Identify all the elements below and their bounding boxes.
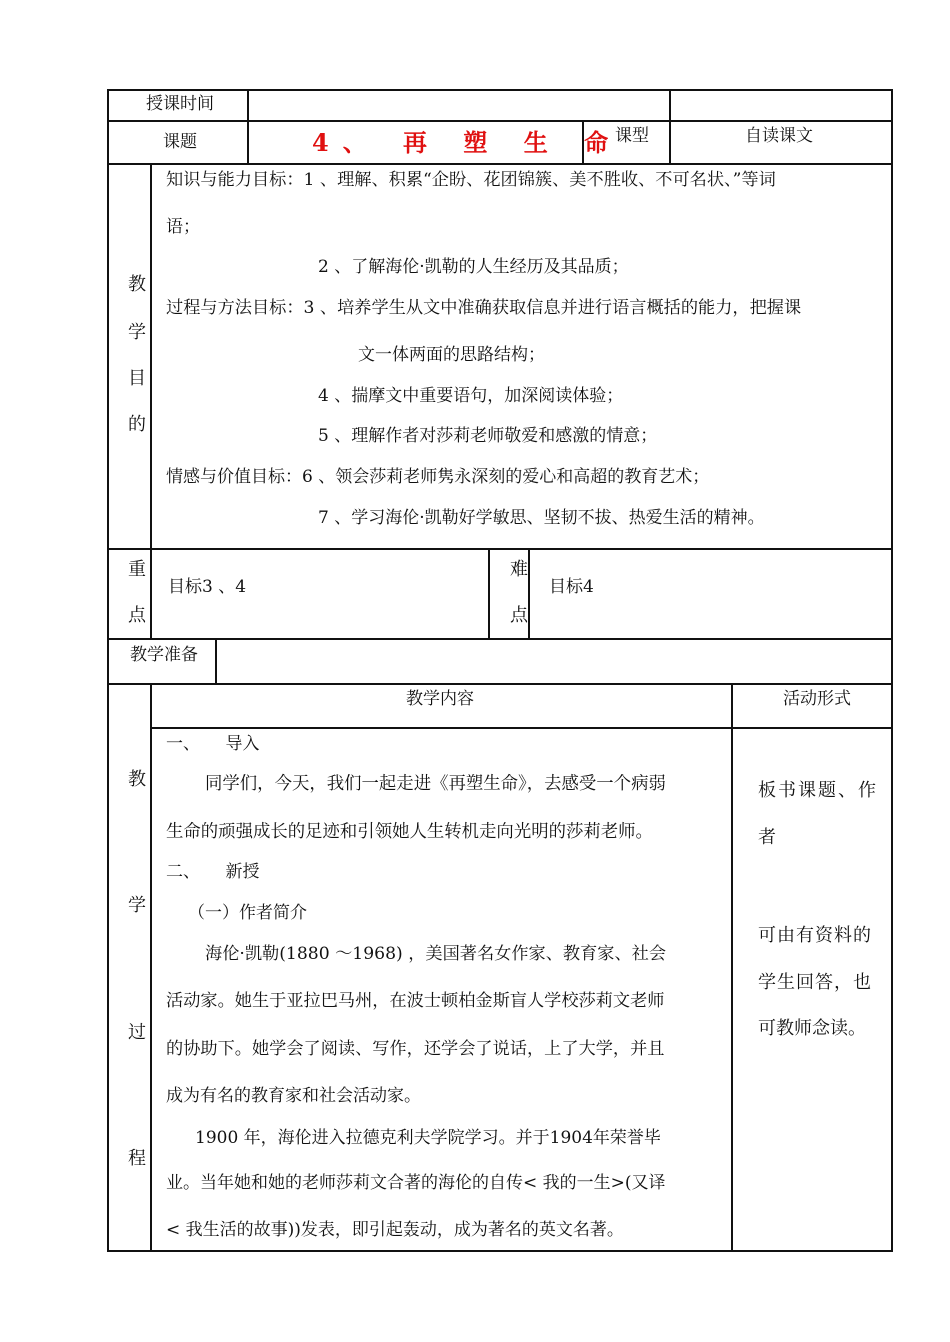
key-point-label-char: 点 bbox=[128, 605, 146, 626]
difficulty-label-char: 难 bbox=[510, 559, 528, 580]
content-line: 的协助下。她学会了阅读、写作，还学会了说话，上了大学，并且 bbox=[166, 1039, 665, 1059]
rule-process-header bbox=[150, 727, 893, 729]
teaching-time-label: 授课时间 bbox=[146, 94, 214, 114]
rule-prep bbox=[215, 638, 217, 685]
rule-top bbox=[107, 89, 893, 91]
objectives-side-char: 的 bbox=[128, 414, 146, 435]
objective-line: 7 、学习海伦·凯勒好学敏思、坚韧不拔、热爱生活的精神。 bbox=[318, 508, 765, 528]
objective-line: 语； bbox=[166, 217, 200, 237]
rule-focus-a bbox=[150, 548, 152, 640]
content-line: 海伦·凯勒(1880 ～1968) ，美国著名女作家、教育家、社会 bbox=[205, 944, 667, 964]
content-line: （一）作者简介 bbox=[188, 903, 307, 923]
activity-column-header: 活动形式 bbox=[783, 689, 851, 709]
rule-process-side bbox=[150, 683, 152, 1252]
activity-line: 学生回答，也 bbox=[758, 972, 872, 993]
lesson-type-label: 课型 bbox=[615, 126, 649, 146]
objective-line: 2 、了解海伦·凯勒的人生经历及其品质； bbox=[318, 257, 629, 277]
activity-line: 可由有资料的 bbox=[758, 925, 872, 946]
objective-line: 情感与价值目标：6 、领会莎莉老师隽永深刻的爱心和高超的教育艺术； bbox=[166, 467, 710, 487]
lesson-type-value: 自读课文 bbox=[745, 126, 813, 146]
rule-header-a bbox=[247, 89, 249, 165]
content-line: 生命的顽强成长的足迹和引领她人生转机走向光明的莎莉老师。 bbox=[166, 822, 653, 842]
rule-focus-b bbox=[488, 548, 490, 640]
activity-line: 可教师念读。 bbox=[758, 1018, 866, 1039]
content-column-header: 教学内容 bbox=[406, 689, 474, 709]
objective-line: 知识与能力目标：1 、理解、积累“企盼、花团锦簇、美不胜收、不可名状、”等词 bbox=[166, 170, 776, 190]
rule-row2 bbox=[107, 163, 893, 165]
rule-right bbox=[891, 89, 893, 1252]
content-line: 成为有名的教育家和社会活动家。 bbox=[166, 1086, 421, 1106]
key-point-label-char: 重 bbox=[128, 559, 146, 580]
rule-row1 bbox=[107, 120, 893, 122]
content-line: 一、 导入 bbox=[166, 734, 260, 754]
topic-label: 课题 bbox=[163, 132, 197, 152]
rule-row4 bbox=[107, 638, 893, 640]
rule-row3 bbox=[107, 548, 893, 550]
rule-obj-side bbox=[150, 163, 152, 550]
rule-header-b bbox=[669, 89, 671, 165]
objectives-side-char: 教 bbox=[128, 274, 146, 295]
process-side-char: 学 bbox=[128, 895, 146, 916]
objective-line: 5 、理解作者对莎莉老师敬爱和感激的情意； bbox=[318, 426, 658, 446]
objective-line: 文一体两面的思路结构； bbox=[358, 345, 545, 365]
content-line: < 我生活的故事))发表，即引起轰动，成为著名的英文名著。 bbox=[166, 1220, 624, 1240]
rule-process-activity bbox=[731, 683, 733, 1252]
process-side-char: 程 bbox=[128, 1148, 146, 1169]
topic-title: 4、 再 塑 生 命 bbox=[312, 128, 623, 157]
rule-left bbox=[107, 89, 109, 1252]
difficulty-value: 目标4 bbox=[549, 577, 594, 597]
content-line: 业。当年她和她的老师莎莉文合著的海伦的自传< 我的一生>(又译 bbox=[166, 1173, 666, 1193]
content-line: 活动家。她生于亚拉巴马州，在波士顿柏金斯盲人学校莎莉文老师 bbox=[166, 991, 665, 1011]
rule-bottom bbox=[107, 1250, 893, 1252]
key-point-value: 目标3 、4 bbox=[168, 577, 247, 597]
rule-focus-c bbox=[528, 548, 530, 640]
rule-row5 bbox=[107, 683, 893, 685]
activity-line: 板书课题、作 bbox=[758, 780, 878, 801]
objective-line: 过程与方法目标：3 、培养学生从文中准确获取信息并进行语言概括的能力，把握课 bbox=[166, 298, 802, 318]
content-line: 1900 年，海伦进入拉德克利夫学院学习。并于1904年荣誉毕 bbox=[195, 1128, 661, 1148]
preparation-label: 教学准备 bbox=[130, 645, 198, 665]
process-side-char: 过 bbox=[128, 1022, 146, 1043]
process-side-char: 教 bbox=[128, 769, 146, 790]
objectives-side-char: 目 bbox=[128, 368, 146, 389]
objective-line: 4 、揣摩文中重要语句，加深阅读体验； bbox=[318, 386, 624, 406]
objectives-side-char: 学 bbox=[128, 322, 146, 343]
content-line: 同学们，今天，我们一起走进《再塑生命》，去感受一个病弱 bbox=[205, 774, 666, 794]
content-line: 二、 新授 bbox=[166, 862, 260, 882]
activity-line: 者 bbox=[758, 827, 776, 848]
difficulty-label-char: 点 bbox=[510, 605, 528, 626]
